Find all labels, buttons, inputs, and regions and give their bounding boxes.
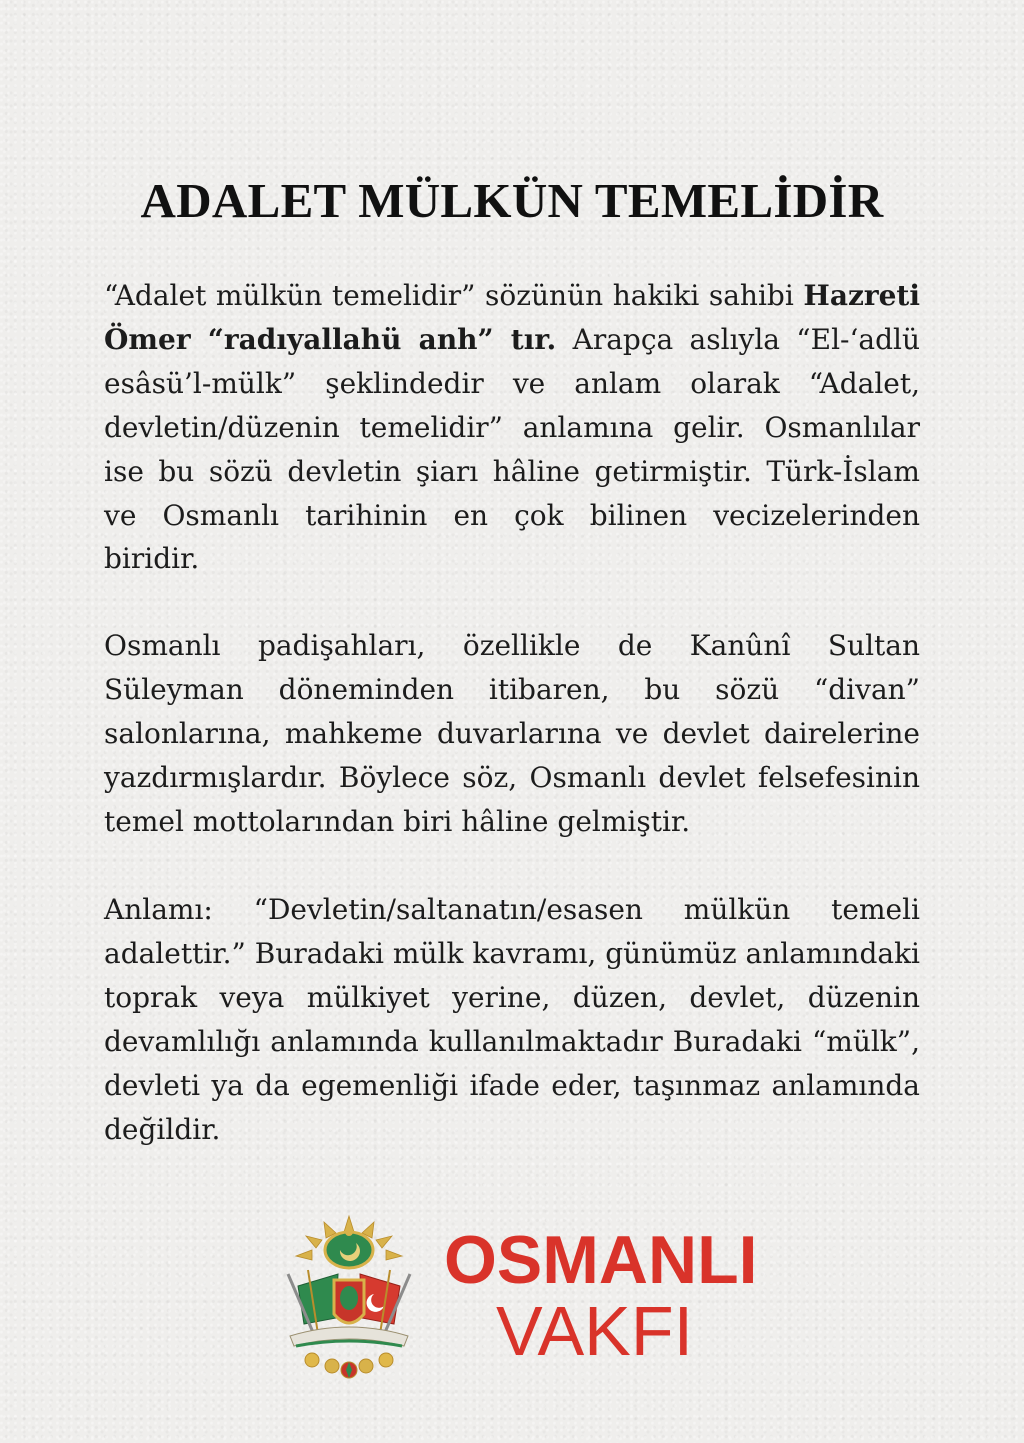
- brand-name-line2: VAKFI: [496, 1292, 694, 1370]
- paragraph-meaning: Anlamı: “Devletin/saltanatın/esasen mülkün temeli adalettir.” Buradaki mülk kavramı, günümüz anlamındaki toprak veya mülkiyet yerine, düzen, devlet, düzenin devamlılığı anlamında kullanılmaktadır Buradaki “mülk”, devleti ya da egemenliği ifade eder, taşınmaz anlamında değildir.: [104, 893, 920, 1146]
- attribution-bold: Hazreti Ömer “radıyallahü anh” tır.: [104, 279, 920, 356]
- paragraph-origin: [104, 274, 920, 581]
- foundation-logo: [278, 1210, 758, 1380]
- brand-name-line1: OSMANLI: [444, 1222, 758, 1298]
- paragraph-ottoman-usage: Osmanlı padişahları, özellikle de Kanûnî Sultan Süleyman döneminden itibaren, bu sözü “divan” salonlarına, mahkeme duvarlarına ve devlet dairelerine yazdırmışlardır. Böylece söz, Osmanlı devlet felsefesinin temel mottolarından biri hâline gelmiştir.: [104, 629, 920, 838]
- paragraph-origin-rest: Arapça aslıyla “El-‘adlü esâsü’l-mülk” şeklindedir ve anlam olarak “Adalet, devletin/düzenin temelidir” anlamına gelir. Osmanlılar ise bu sözü devletin şiarı hâline getirmiştir. Türk-İslam ve Osmanlı tarihinin en çok bilinen vecizelerinden biridir.: [104, 322, 920, 576]
- ottoman-coat-of-arms-icon: [278, 1214, 420, 1380]
- paragraph-origin-intro: “Adalet mülkün temelidir” sözünün hakiki sahibi: [104, 279, 804, 312]
- page-title: ADALET MÜLKÜN TEMELİDİR: [140, 173, 884, 228]
